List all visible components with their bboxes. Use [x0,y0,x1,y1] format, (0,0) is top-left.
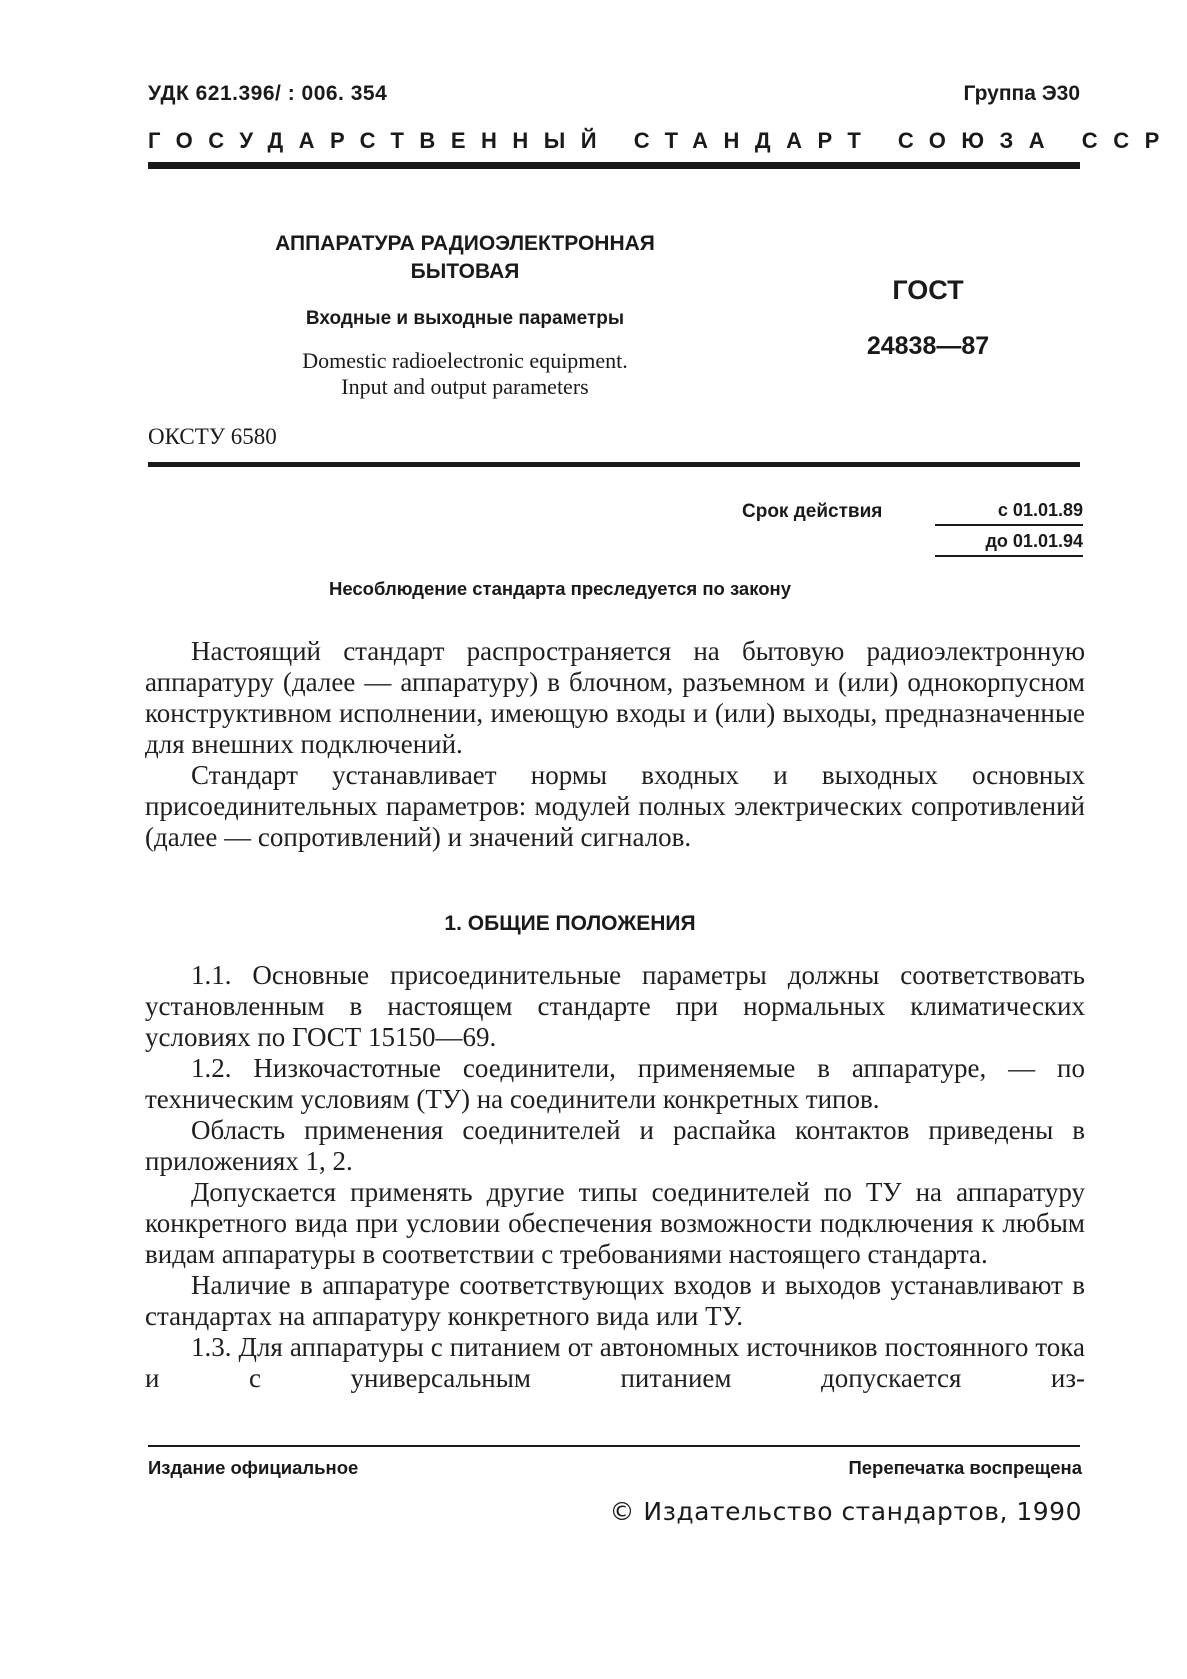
intro-paragraph-2: Стандарт устанавливает нормы входных и выходных основных присоединительных параметров: модулей полных электрических сопротивлений (далее — сопротивлений) и значений сигналов. [145,760,1085,852]
group-code: Группа Э30 [963,82,1080,105]
state-standard-banner: ГОСУДАРСТВЕННЫЙ СТАНДАРТ СОЮЗА ССР [148,128,1175,153]
doc-title-line1: АППАРАТУРА РАДИОЭЛЕКТРОННАЯ [275,232,655,255]
title-rule [148,462,1080,467]
validity-from: с 01.01.89 [935,500,1083,526]
clause-1-2: 1.2. Низкочастотные соединители, применяемые в аппаратуре, — по техническим условиям (ТУ) на соединители конкретных типов. [145,1053,1085,1114]
doc-title-line2: БЫТОВАЯ [410,260,520,283]
clause-1-3: 1.3. Для аппаратуры с питанием от автономных источников постоянного тока и с универсальным питанием допускается из- [145,1332,1085,1393]
footer-rule [148,1445,1080,1447]
paragraph-connector-area: Область применения соединителей и распайка контактов приведены в приложениях 1, 2. [145,1115,1085,1176]
legal-notice: Несоблюдение стандарта преследуется по закону [328,578,791,599]
intro-paragraph-1: Настоящий стандарт распространяется на бытовую радиоэлектронную аппаратуру (далее — аппаратуру) в блочном, разъемном и (или) однокорпусном конструктивном исполнении, имеющую входы и (или) выходы, предназначенные для внешних подключений. [145,636,1085,759]
copyright-line: © Издательство стандартов, 1990 [609,1497,1082,1526]
validity-label: Срок действия [742,501,883,522]
english-title-line1: Domestic radioelectronic equipment. [302,348,628,373]
gost-label: ГОСТ [892,275,964,305]
section-1-text [145,960,1085,1394]
udk-code: УДК 621.396/ : 006. 354 [148,82,388,105]
header-rule [148,162,1080,169]
reprint-prohibited: Перепечатка воспрещена [848,1457,1082,1478]
paragraph-other-connectors: Допускается применять другие типы соединителей по ТУ на аппаратуру конкретного вида при условии обеспечения возможности подключения к любым видам аппаратуры в соответствии с требованиями настоящего стандарта. [145,1177,1085,1269]
validity-to: до 01.01.94 [935,531,1083,557]
doc-subtitle: Входные и выходные параметры [305,308,625,329]
official-edition: Издание официальное [148,1457,359,1478]
okstu-code: ОКСТУ 6580 [148,424,277,449]
english-title-line2: Input and output parameters [341,374,589,399]
section-heading: 1. ОБЩИЕ ПОЛОЖЕНИЯ [444,912,696,935]
gost-number: 24838—87 [866,332,990,360]
clause-1-1: 1.1. Основные присоединительные параметры должны соответствовать установленным в настоящем стандарте при нормальных климатических условиях по ГОСТ 15150—69. [145,960,1085,1052]
intro-text [145,636,1085,853]
paragraph-inputs-presence: Наличие в аппаратуре соответствующих входов и выходов устанавливают в стандартах на аппаратуру конкретного вида или ТУ. [145,1270,1085,1331]
